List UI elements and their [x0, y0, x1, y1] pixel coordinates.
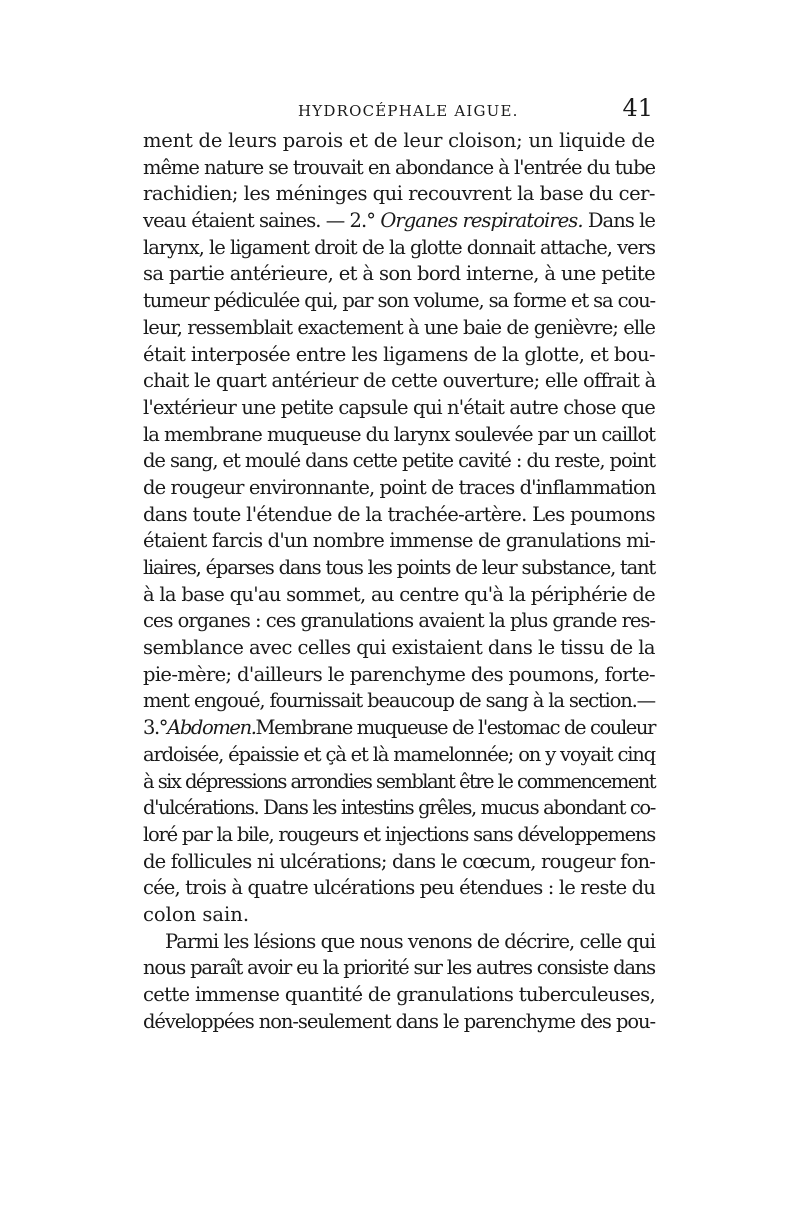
text-line: chait le quart antérieur de cette ouverture; elle offrait à: [143, 369, 656, 393]
running-head: [143, 94, 655, 128]
text-line: d'ulcérations. Dans les intestins grêles, mucus abondant co-: [143, 796, 655, 820]
text-line: étaient farcis d'un nombre immense de granulations mi-: [143, 529, 655, 553]
body-text: [143, 128, 655, 1035]
text-line: Parmi les lésions que nous venons de décrire, celle qui: [165, 929, 655, 953]
italic-heading: Organes respiratoires.: [380, 209, 583, 233]
text-segment: Membrane muqueuse de l'estomac de couleur: [255, 716, 656, 740]
text-segment: veau étaient saines. — 2.°: [143, 209, 381, 233]
text-line: était interposée entre les ligamens de la glotte, et bou-: [143, 342, 655, 366]
text-line: leur, ressemblait exactement à une baie de genièvre; elle: [143, 315, 655, 339]
text-line: ces organes : ces granulations avaient la plus grande res-: [143, 609, 655, 633]
text-line: de follicules ni ulcérations; dans le cœcum, rougeur fon-: [143, 849, 655, 873]
text-line: larynx, le ligament droit de la glotte donnait attache, vers: [143, 235, 655, 259]
text-segment: Dans le: [582, 209, 656, 233]
text-line: semblance avec celles qui existaient dans le tissu de la: [143, 636, 655, 660]
text-line: cette immense quantité de granulations tuberculeuses,: [143, 983, 655, 1006]
text-line: l'extérieur une petite capsule qui n'était autre chose que: [143, 395, 655, 419]
text-line: nous paraît avoir eu la priorité sur les autres consiste dans: [143, 956, 655, 980]
text-line: la membrane muqueuse du larynx soulevée par un caillot: [143, 422, 655, 446]
text-line: même nature se trouvait en abondance à l'entrée du tube: [143, 155, 655, 179]
text-line: développées non-seulement dans le parenchyme des pou-: [143, 1009, 655, 1033]
italic-heading: Abdomen.: [167, 716, 256, 740]
text-line: colon sain.: [143, 902, 250, 926]
text-line: de rougeur environnante, point de traces d'inflammation: [143, 475, 656, 499]
text-line: cée, trois à quatre ulcérations peu étendues : le reste du: [143, 876, 655, 900]
text-line: à la base qu'au sommet, au centre qu'à la périphérie de: [143, 582, 655, 606]
text-line: [143, 715, 655, 742]
text-line: loré par la bile, rougeurs et injections sans développemens: [143, 822, 655, 846]
text-line: ment de leurs parois et de leur cloison; un liquide de: [143, 129, 655, 152]
text-line: liaires, éparses dans tous les points de leur substance, tant: [143, 556, 655, 579]
text-line: ardoisée, épaissie et çà et là mamelonnée; on y voyait cinq: [143, 742, 655, 766]
text-line: à six dépressions arrondies semblant être le commencement: [143, 769, 655, 793]
page-number: 41: [622, 94, 653, 122]
text-line: ment engoué, fournissait beaucoup de sang à la section.—: [143, 689, 655, 713]
text-line: dans toute l'étendue de la trachée-artère. Les poumons: [143, 502, 655, 526]
running-title: HYDROCÉPHALE AIGUE.: [298, 102, 519, 120]
text-segment: 3.°: [143, 716, 168, 740]
text-line: tumeur pédiculée qui, par son volume, sa forme et sa cou-: [143, 289, 655, 313]
text-line: de sang, et moulé dans cette petite cavité : du reste, point: [143, 449, 655, 473]
text-line: pie-mère; d'ailleurs le parenchyme des poumons, forte-: [143, 662, 655, 686]
text-line: [143, 208, 655, 235]
text-line: sa partie antérieure, et à son bord interne, à une petite: [143, 262, 655, 286]
text-line: rachidien; les méninges qui recouvrent la base du cer-: [143, 182, 655, 206]
